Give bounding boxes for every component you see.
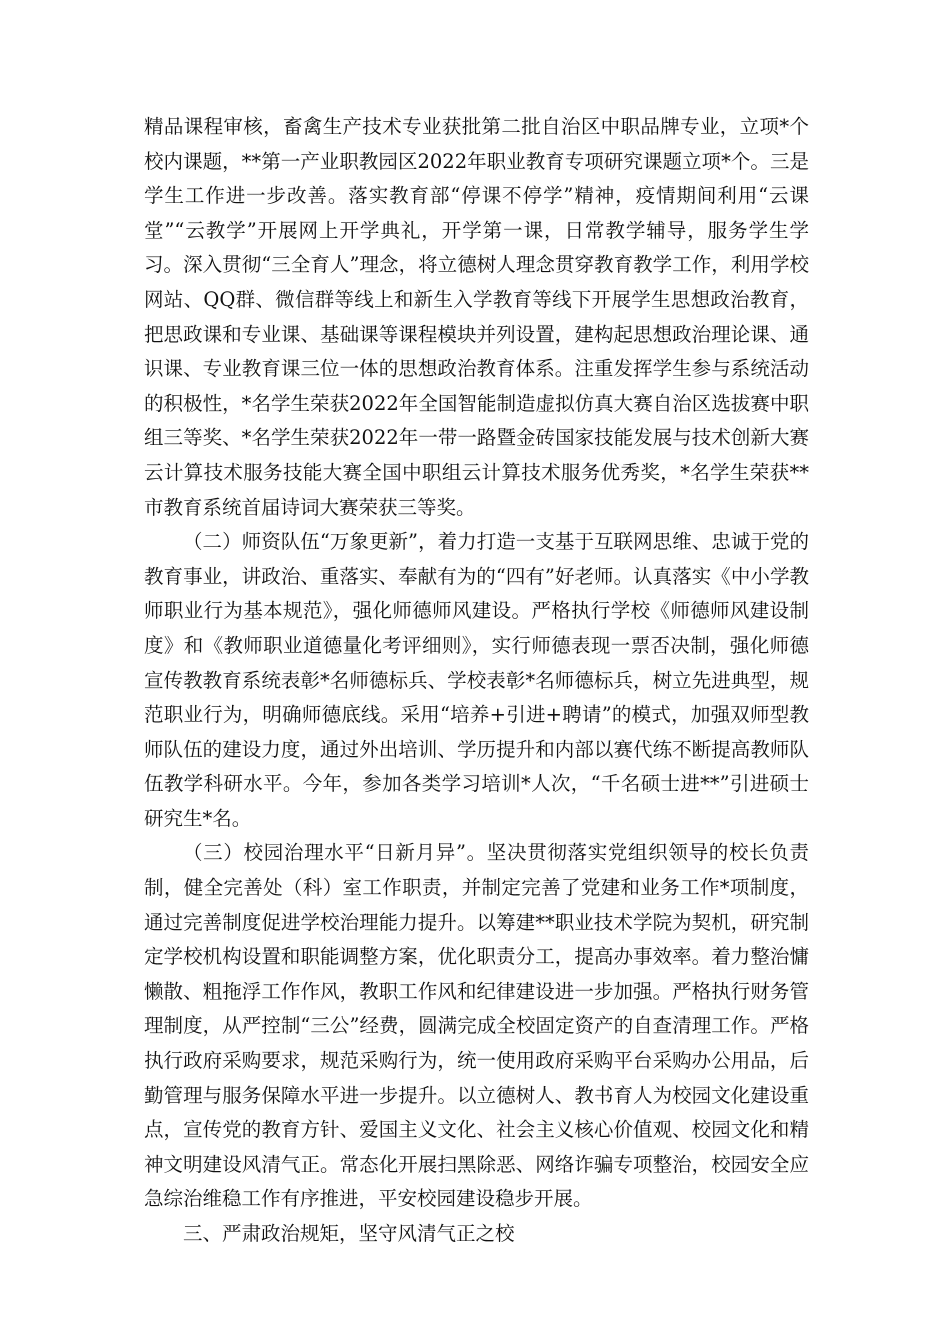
document-body (144, 110, 809, 1252)
section-heading: 三、严肃政治规矩，坚守风清气正之校 (183, 1222, 515, 1245)
paragraph-teaching-staff: （二）师资队伍“万象更新”，着力打造一支基于互联网思维、忠诚于党的教育事业，讲政治、重落实、奉献有为的“四有”好老师。认真落实《中小学教师职业行为基本规范》，强化师德师风建设。严格执行学校《师德师风建设制度》和《教师职业道德量化考评细则》，实行师德表现一票否决制，强化师德宣传教教育系统表彰*名师德标兵、学校表彰*名师德标兵，树立先进典型，规范职业行为，明确师德底线。采用“培养+引进+聘请”的模式，加强双师型教师队伍的建设力度，通过外出培训、学历提升和内部以赛代练不断提高教师队伍教学科研水平。今年，参加各类学习培训*人次，“千名硕士进**”引进硕士研究生*名。 (144, 530, 809, 830)
paragraph-student-work: 精品课程审核，畜禽生产技术专业获批第二批自治区中职品牌专业，立项*个校内课题，**第一产业职教园区2022年职业教育专项研究课题立项*个。三是学生工作进一步改善。落实教育部“停课不停学”精神，疫情期间利用“云课堂”“云教学”开展网上开学典礼，开学第一课，日常教学辅导，服务学生学习。深入贯彻“三全育人”理念，将立德树人理念贯穿教育教学工作，利用学校网站、QQ群、微信群等线上和新生入学教育等线下开展学生思想政治教育，把思政课和专业课、基础课等课程模块并列设置，建构起思想政治理论课、通识课、专业教育课三位一体的思想政治教育体系。注重发挥学生参与系统活动的积极性，*名学生荣获2022年全国智能制造虚拟仿真大赛自治区选拔赛中职组三等奖、*名学生荣获2022年一带一路暨金砖国家技能发展与技术创新大赛云计算技术服务技能大赛全国中职组云计算技术服务优秀奖，*名学生荣获**市教育系统首届诗词大赛荣获三等奖。 (144, 115, 809, 519)
paragraph-campus-governance: （三）校园治理水平“日新月异”。坚决贯彻落实党组织领导的校长负责制，健全完善处（科）室工作职责，并制定完善了党建和业务工作*项制度，通过完善制度促进学校治理能力提升。以筹建**职业技术学院为契机，研究制定学校机构设置和职能调整方案，优化职责分工，提高办事效率。着力整治慵懒散、粗拖浮工作作风，教职工作风和纪律建设进一步加强。严格执行财务管理制度，从严控制“三公”经费，圆满完成全校固定资产的自查清理工作。严格执行政府采购要求，规范采购行为，统一使用政府采购平台采购办公用品，后勤管理与服务保障水平进一步提升。以立德树人、教书育人为校园文化建设重点，宣传党的教育方针、爱国主义文化、社会主义核心价值观、校园文化和精神文明建设风清气正。常态化开展扫黑除恶、网络诈骗专项整治，校园安全应急综治维稳工作有序推进，平安校园建设稳步开展。 (144, 841, 809, 1211)
